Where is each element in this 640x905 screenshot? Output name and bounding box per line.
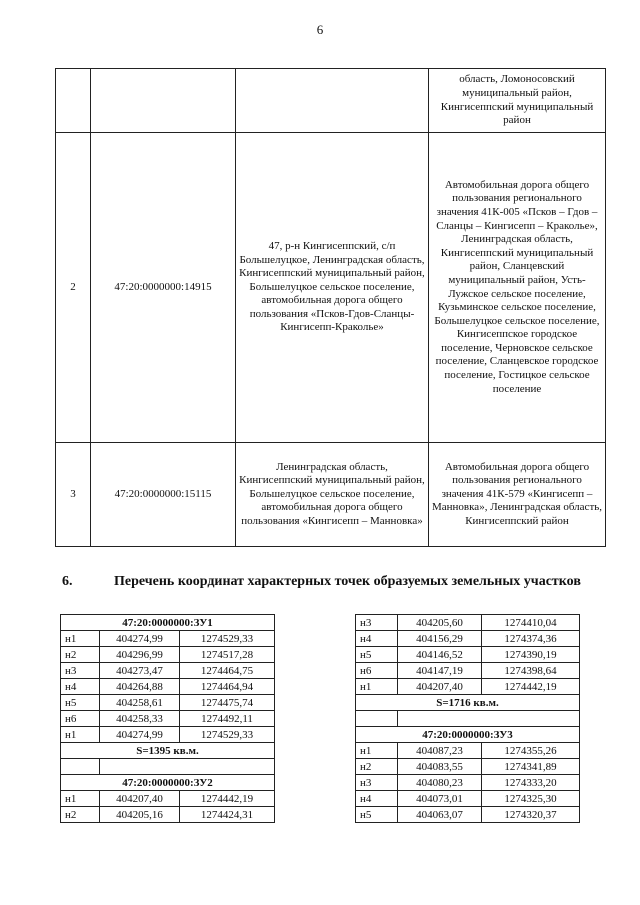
- coord-x: 404258,61: [100, 695, 180, 711]
- coord-x: 404147,19: [398, 663, 482, 679]
- table-row: [356, 647, 580, 663]
- point-name: н1: [61, 727, 100, 743]
- coord-y: 1274325,30: [482, 791, 580, 807]
- point-name: н4: [61, 679, 100, 695]
- section-title: Перечень координат характерных точек образуемых земельных участков: [114, 574, 581, 589]
- coordinates-table-left: [60, 614, 275, 823]
- coord-x: 404083,55: [398, 759, 482, 775]
- coord-x: 404063,07: [398, 807, 482, 823]
- table-row: [56, 133, 606, 443]
- plot-title: 47:20:0000000:ЗУ2: [61, 775, 275, 791]
- table-row: [356, 807, 580, 823]
- coord-x: 404073,01: [398, 791, 482, 807]
- coord-y: 1274442,19: [482, 679, 580, 695]
- empty-cell: [356, 711, 398, 727]
- plot-title-row: [61, 615, 275, 631]
- table-row: [356, 759, 580, 775]
- table-row: [61, 695, 275, 711]
- land-plots-table: [55, 68, 606, 547]
- table-row: [61, 631, 275, 647]
- table-row: [61, 791, 275, 807]
- empty-row: [61, 759, 275, 775]
- coord-x: 404274,99: [100, 631, 180, 647]
- table-row: [356, 679, 580, 695]
- coord-x: 404274,99: [100, 727, 180, 743]
- plot-title: 47:20:0000000:ЗУ3: [356, 727, 580, 743]
- address-cell: 47, р-н Кингисеппский, с/п Большелуцкое, Ленинградская область, Кингисеппский муниципальный район, Большелуцкое сельское поселение, автомобильная дорога общего пользования «Псков-Гдов-Сланцы-Кингисепп-Краколье»: [236, 133, 429, 443]
- coord-y: 1274517,28: [180, 647, 275, 663]
- coord-y: 1274442,19: [180, 791, 275, 807]
- coordinates-table-right: [355, 614, 580, 823]
- point-name: н4: [356, 631, 398, 647]
- row-number-cell: [56, 69, 91, 133]
- table-row: [61, 647, 275, 663]
- coord-y: 1274464,75: [180, 663, 275, 679]
- coord-y: 1274398,64: [482, 663, 580, 679]
- coord-x: 404156,29: [398, 631, 482, 647]
- plot-title-row: [356, 727, 580, 743]
- section-heading: [62, 574, 581, 590]
- table-row: [61, 711, 275, 727]
- point-name: н1: [356, 743, 398, 759]
- plot-title: 47:20:0000000:ЗУ1: [61, 615, 275, 631]
- coord-x: 404205,60: [398, 615, 482, 631]
- coord-x: 404146,52: [398, 647, 482, 663]
- coord-y: 1274464,94: [180, 679, 275, 695]
- coord-x: 404273,47: [100, 663, 180, 679]
- cadastral-number-cell: 47:20:0000000:15115: [91, 443, 236, 547]
- coord-y: 1274333,20: [482, 775, 580, 791]
- description-cell: Автомобильная дорога общего пользования регионального значения 41К-005 «Псков – Гдов – Сланцы – Кингисепп – Краколье», Ленинградская область, Кингисеппский муниципальный район, Сланцевский муниципальный район, Усть-Лужское сельское поселение, Кузьминское сельское поселение, Большелуцкое сельское поселение, Кингисеппское городское поселение, Черновское сельское поселение, Сланцевское городское поселение, Гостицкое сельское поселение: [429, 133, 606, 443]
- table-row: [56, 69, 606, 133]
- point-name: н5: [61, 695, 100, 711]
- row-number-cell: 3: [56, 443, 91, 547]
- point-name: н1: [61, 631, 100, 647]
- table-row: [61, 679, 275, 695]
- coord-x: 404080,23: [398, 775, 482, 791]
- address-cell: Ленинградская область, Кингисеппский муниципальный район, Большелуцкое сельское поселение, автомобильная дорога общего пользования «Кингисепп – Манновка»: [236, 443, 429, 547]
- coord-y: 1274492,11: [180, 711, 275, 727]
- description-cell: область, Ломоносовский муниципальный район, Кингисеппский муниципальный район: [429, 69, 606, 133]
- coord-y: 1274529,33: [180, 727, 275, 743]
- table-row: [356, 775, 580, 791]
- point-name: н6: [61, 711, 100, 727]
- coord-x: 404207,40: [100, 791, 180, 807]
- point-name: н3: [356, 615, 398, 631]
- point-name: н2: [356, 759, 398, 775]
- point-name: н3: [61, 663, 100, 679]
- coord-y: 1274529,33: [180, 631, 275, 647]
- coord-y: 1274374,36: [482, 631, 580, 647]
- table-row: [61, 663, 275, 679]
- cadastral-number-cell: 47:20:0000000:14915: [91, 133, 236, 443]
- table-row: [356, 791, 580, 807]
- plot-area: S=1395 кв.м.: [61, 743, 275, 759]
- point-name: н5: [356, 807, 398, 823]
- coord-y: 1274424,31: [180, 807, 275, 823]
- area-row: [356, 695, 580, 711]
- coord-x: 404258,33: [100, 711, 180, 727]
- empty-row: [356, 711, 580, 727]
- coord-x: 404296,99: [100, 647, 180, 663]
- description-cell: Автомобильная дорога общего пользования регионального значения 41К-579 «Кингисепп – Манновка», Ленинградская область, Кингисеппский район: [429, 443, 606, 547]
- table-row: [356, 631, 580, 647]
- point-name: н3: [356, 775, 398, 791]
- coord-y: 1274320,37: [482, 807, 580, 823]
- cadastral-number-cell: [91, 69, 236, 133]
- empty-cell: [61, 759, 100, 775]
- address-cell: [236, 69, 429, 133]
- plot-title-row: [61, 775, 275, 791]
- area-row: [61, 743, 275, 759]
- coord-y: 1274390,19: [482, 647, 580, 663]
- section-number: 6.: [62, 574, 73, 589]
- point-name: н5: [356, 647, 398, 663]
- plot-area: S=1716 кв.м.: [356, 695, 580, 711]
- coord-x: 404207,40: [398, 679, 482, 695]
- point-name: н1: [61, 791, 100, 807]
- coord-x: 404264,88: [100, 679, 180, 695]
- coord-x: 404087,23: [398, 743, 482, 759]
- point-name: н6: [356, 663, 398, 679]
- point-name: н1: [356, 679, 398, 695]
- table-row: [356, 663, 580, 679]
- empty-cell: [398, 711, 580, 727]
- point-name: н2: [61, 807, 100, 823]
- table-row: [61, 807, 275, 823]
- coord-y: 1274355,26: [482, 743, 580, 759]
- coord-x: 404205,16: [100, 807, 180, 823]
- row-number-cell: 2: [56, 133, 91, 443]
- point-name: н4: [356, 791, 398, 807]
- coord-y: 1274475,74: [180, 695, 275, 711]
- table-row: [356, 615, 580, 631]
- empty-cell: [100, 759, 275, 775]
- coord-y: 1274410,04: [482, 615, 580, 631]
- table-row: [61, 727, 275, 743]
- page-number: 6: [316, 22, 324, 37]
- table-row: [56, 443, 606, 547]
- point-name: н2: [61, 647, 100, 663]
- table-row: [356, 743, 580, 759]
- coord-y: 1274341,89: [482, 759, 580, 775]
